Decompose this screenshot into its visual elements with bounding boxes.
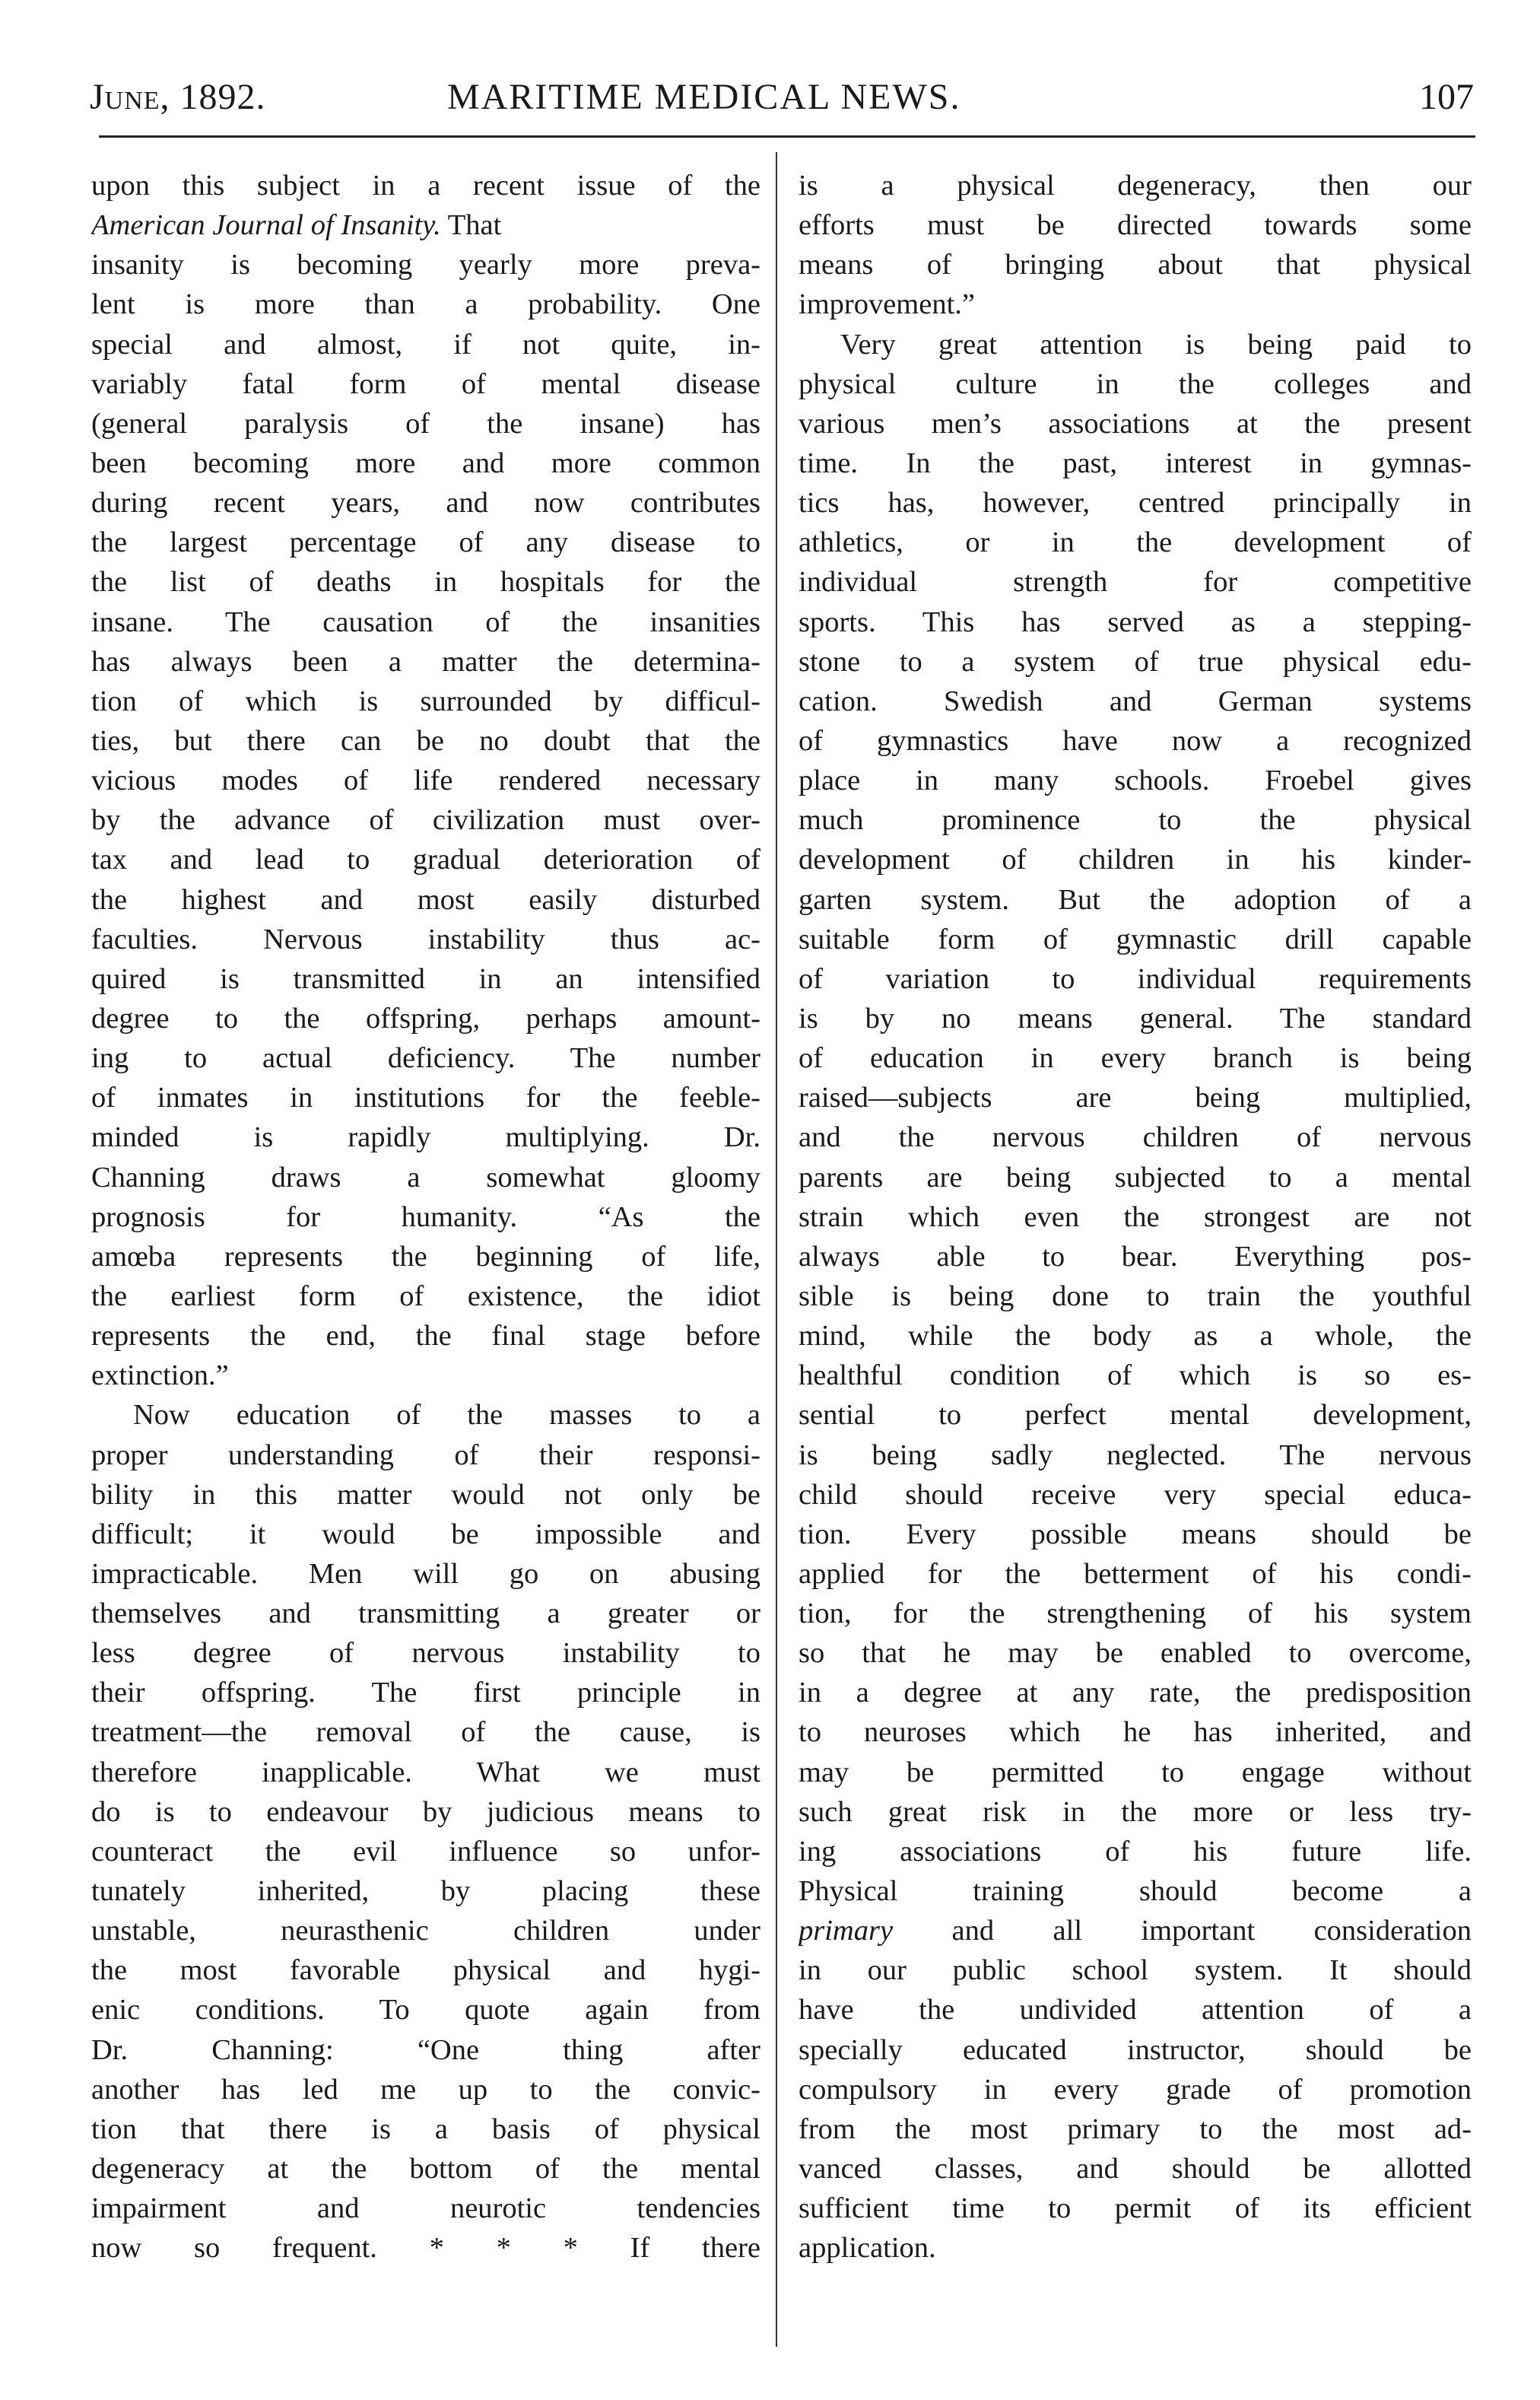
right-column-text-line: stone to a system of true physical edu-: [799, 645, 1472, 678]
left-column-text-line: treatment—the removal of the cause, is: [91, 1716, 760, 1749]
left-column-text-line: lent is more than a probability. One: [91, 288, 760, 321]
right-column-text-line: cation. Swedish and German systems: [799, 685, 1472, 717]
right-column-text-line: time. In the past, interest in gymnas-: [799, 447, 1472, 479]
right-column-text-line: in our public school system. It should: [799, 1954, 1472, 1987]
left-column-text-line: tunately inherited, by placing these: [91, 1875, 760, 1908]
right-column-text-line: tics has, however, centred principally in: [799, 487, 1472, 520]
left-column-text-line: minded is rapidly multiplying. Dr.: [91, 1121, 760, 1154]
journal-title: MARITIME MEDICAL NEWS.: [447, 77, 961, 117]
left-column-text-line: of inmates in institutions for the feeble-: [91, 1082, 760, 1114]
right-column-text-line: suitable form of gymnastic drill capable: [799, 923, 1472, 955]
left-column-text-line: now so frequent. * * * If there: [91, 2232, 760, 2265]
left-column-text-line: Dr. Channing: “One thing after: [91, 2033, 760, 2066]
right-column-text-line: Physical training should become a: [799, 1875, 1472, 1908]
right-column-text-line: sufficient time to permit of its efficient: [799, 2192, 1472, 2225]
left-column-text-line: impracticable. Men will go on abusing: [91, 1557, 760, 1590]
right-column-text-line: is by no means general. The standard: [799, 1002, 1472, 1035]
left-column-text-line: represents the end, the final stage before: [91, 1320, 760, 1353]
left-column-text-line: by the advance of civilization must over-: [91, 804, 760, 837]
right-column-text-line: much prominence to the physical: [799, 804, 1472, 837]
header-rule: [99, 135, 1475, 138]
left-column-text-line: degeneracy at the bottom of the mental: [91, 2153, 760, 2185]
left-column-text-line: has always been a matter the determina-: [91, 645, 760, 678]
right-column-text-line: Very great attention is being paid to: [840, 328, 1472, 361]
left-column-text-line: tion of which is surrounded by difficul-: [91, 685, 760, 717]
right-column-text-line: ing associations of his future life.: [799, 1835, 1472, 1868]
right-column-text-line: vanced classes, and should be allotted: [799, 2153, 1472, 2185]
right-column-text-line: child should receive very special educa-: [799, 1478, 1472, 1511]
right-column-text-line: athletics, or in the development of: [799, 526, 1472, 559]
left-column-text-line: their offspring. The first principle in: [91, 1677, 760, 1709]
left-column-text-line: ing to actual deficiency. The number: [91, 1042, 760, 1075]
left-column-text-line: do is to endeavour by judicious means to: [91, 1795, 760, 1828]
right-column-text-line: and the nervous children of nervous: [799, 1121, 1472, 1154]
right-column-text-line: mind, while the body as a whole, the: [799, 1320, 1472, 1353]
left-column-text-line: less degree of nervous instability to: [91, 1637, 760, 1670]
right-column-text-line: of education in every branch is being: [799, 1042, 1472, 1075]
right-column-text-line: various men’s associations at the present: [799, 407, 1472, 440]
right-column-text-line: in a degree at any rate, the predisposition: [799, 1677, 1472, 1709]
left-column-text-line: Now education of the masses to a: [133, 1399, 760, 1432]
left-column-text-line: the largest percentage of any disease to: [91, 526, 760, 559]
left-column-text-line: therefore inapplicable. What we must: [91, 1756, 760, 1788]
italic-phrase: primary: [799, 1915, 894, 1947]
right-column-text-line: raised—subjects are being multiplied,: [799, 1082, 1472, 1114]
left-column-text-line: difficult; it would be impossible and: [91, 1518, 760, 1550]
right-column-text-line: strain which even the strongest are not: [799, 1200, 1472, 1233]
right-column-text-line: development of children in his kinder-: [799, 844, 1472, 876]
right-column-text-line: application.: [799, 2232, 936, 2265]
right-column-text-line: specially educated instructor, should be: [799, 2033, 1472, 2066]
right-column-text-line: such great risk in the more or less try-: [799, 1795, 1472, 1828]
right-column-text-line: applied for the betterment of his condi-: [799, 1557, 1472, 1590]
issue-date: June, 1892.: [90, 77, 266, 117]
left-column-text-line: themselves and transmitting a greater or: [91, 1597, 760, 1630]
left-column-text-line: unstable, neurasthenic children under: [91, 1915, 760, 1947]
right-column-text-line: from the most primary to the most ad-: [799, 2112, 1472, 2145]
left-column-text-line: proper understanding of their responsi-: [91, 1438, 760, 1471]
left-column-text-line: insanity is becoming yearly more preva-: [91, 249, 760, 281]
left-column-text-line: special and almost, if not quite, in-: [91, 328, 760, 361]
right-column-text-line: may be permitted to engage without: [799, 1756, 1472, 1788]
left-column-text-line: tax and lead to gradual deterioration of: [91, 844, 760, 876]
right-column-text-line: garten system. But the adoption of a: [799, 883, 1472, 916]
left-column-text-line: during recent years, and now contributes: [91, 487, 760, 520]
right-column-text-line: healthful condition of which is so es-: [799, 1359, 1472, 1392]
left-column-text-line: bility in this matter would not only be: [91, 1478, 760, 1511]
left-column-text-line: the most favorable physical and hygi-: [91, 1954, 760, 1987]
right-column-text-line: to neuroses which he has inherited, and: [799, 1716, 1472, 1749]
left-column-text-line: another has led me up to the convic-: [91, 2073, 760, 2106]
right-column-text-line: means of bringing about that physical: [799, 249, 1472, 281]
left-column-text-line: enic conditions. To quote again from: [91, 1994, 760, 2026]
left-column-text-line: counteract the evil influence so unfor-: [91, 1835, 760, 1868]
left-column-text-line: (general paralysis of the insane) has: [91, 407, 760, 440]
left-column-text-line: tion that there is a basis of physical: [91, 2112, 760, 2145]
left-column-text-line: ties, but there can be no doubt that the: [91, 724, 760, 757]
right-column-text-line: so that he may be enabled to overcome,: [799, 1637, 1472, 1670]
left-column-text-line: faculties. Nervous instability thus ac-: [91, 923, 760, 955]
right-column-text-line: place in many schools. Froebel gives: [799, 765, 1472, 797]
running-head: [90, 67, 1474, 128]
left-column-text-line: upon this subject in a recent issue of the: [91, 170, 760, 202]
right-column-text-line: efforts must be directed towards some: [799, 209, 1472, 242]
italic-phrase: American Journal of Insanity.: [91, 209, 441, 242]
page-number: 107: [1419, 77, 1474, 117]
column-divider: [776, 152, 777, 2347]
right-column-text-line: always able to bear. Everything pos-: [799, 1240, 1472, 1273]
left-column-text-line: impairment and neurotic tendencies: [91, 2192, 760, 2225]
right-column-text-line: of gymnastics have now a recognized: [799, 724, 1472, 757]
right-column-text-line: parents are being subjected to a mental: [799, 1161, 1472, 1194]
left-column-text-line: amœba represents the beginning of life,: [91, 1240, 760, 1273]
left-column: [91, 166, 760, 2268]
left-column-text-line: quired is transmitted in an intensified: [91, 962, 760, 995]
right-column-text-line: sential to perfect mental development,: [799, 1399, 1472, 1432]
left-column-text-line: been becoming more and more common: [91, 447, 760, 479]
right-column-text-line: compulsory in every grade of promotion: [799, 2073, 1472, 2106]
right-column-text-line: improvement.”: [799, 288, 975, 321]
left-column-text-line: vicious modes of life rendered necessary: [91, 765, 760, 797]
right-column-text-line: individual strength for competitive: [799, 566, 1472, 599]
left-column-text-line: the highest and most easily disturbed: [91, 883, 760, 916]
right-column-text-line: tion, for the strengthening of his system: [799, 1597, 1472, 1630]
right-column-text-line: is being sadly neglected. The nervous: [799, 1438, 1472, 1471]
left-column-text-line: extinction.”: [91, 1359, 229, 1392]
right-column-text-line: sports. This has served as a stepping-: [799, 606, 1472, 638]
left-column-text-line: variably fatal form of mental disease: [91, 367, 760, 400]
right-column-text-line: tion. Every possible means should be: [799, 1518, 1472, 1550]
right-column-text-line: sible is being done to train the youthful: [799, 1279, 1472, 1312]
left-column-text-line: Channing draws a somewhat gloomy: [91, 1161, 760, 1194]
left-column-text-line: the earliest form of existence, the idiot: [91, 1279, 760, 1312]
left-column-text-line: the list of deaths in hospitals for the: [91, 566, 760, 599]
right-column: [799, 166, 1472, 2268]
left-column-text-line: insane. The causation of the insanities: [91, 606, 760, 638]
right-column-text-line: physical culture in the colleges and: [799, 367, 1472, 400]
left-column-text-line: prognosis for humanity. “As the: [91, 1200, 760, 1233]
right-column-text-line: primary and all important consideration: [799, 1915, 1472, 1947]
right-column-text-line: is a physical degeneracy, then our: [799, 170, 1472, 202]
left-column-text-line: American Journal of Insanity. That: [91, 209, 502, 242]
right-column-text-line: have the undivided attention of a: [799, 1994, 1472, 2026]
right-column-text-line: of variation to individual requirements: [799, 962, 1472, 995]
left-column-text-line: degree to the offspring, perhaps amount-: [91, 1002, 760, 1035]
